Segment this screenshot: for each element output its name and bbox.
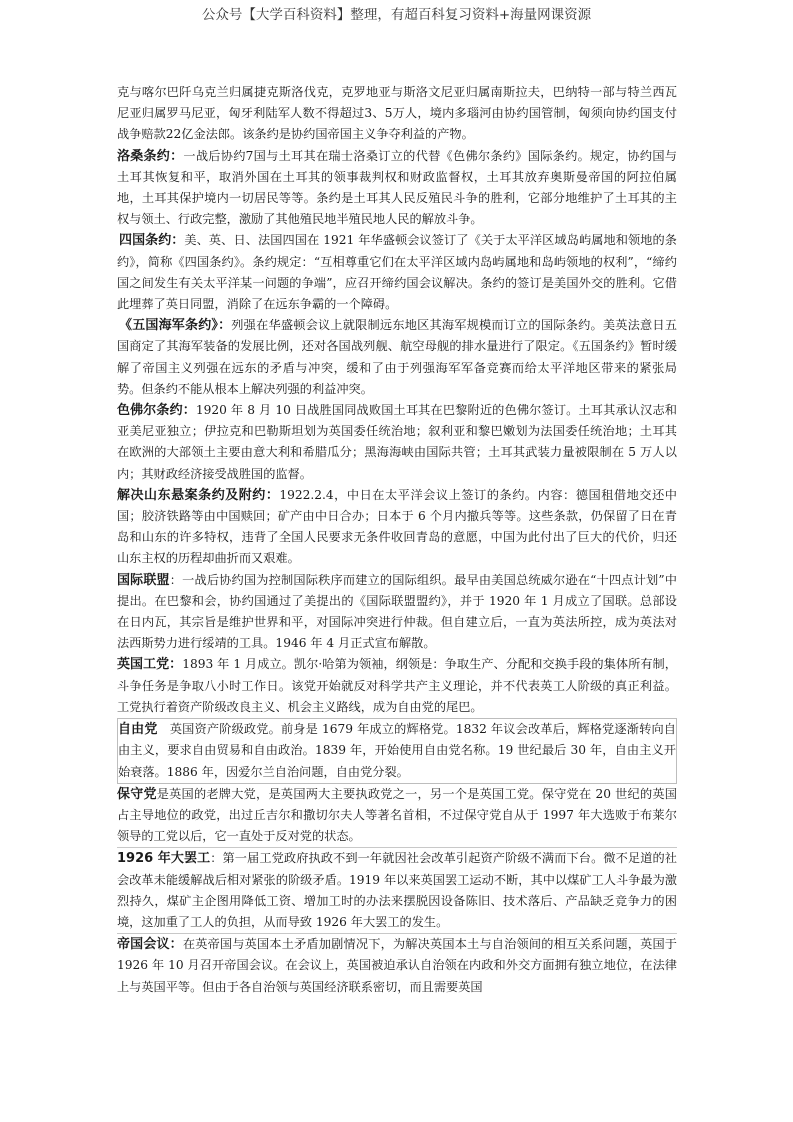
term-general-strike: 1926 年大罢工: [117, 851, 211, 867]
paragraph-league-of-nations: [117, 570, 677, 655]
term-labour: 英国工党：: [117, 657, 183, 673]
paragraph-text: 一战后协约7国与土耳其在瑞士洛桑订立的代替《色佛尔条约》国际条约。规定，协约国与土耳其恢复和平，取消外国在土耳其的领事裁判权和财政监督权，土耳其放弃奥斯曼帝国的阿拉伯属地，土耳其保护境内一切居民等等。条约是土耳其人民反殖民斗争的胜利，它部分地维护了土耳其的主权与领土、行政完整，激励了其他殖民地半殖民地人民的解放斗争。: [117, 148, 677, 227]
paragraph-text: ：一战后协约国为控制国际秩序而建立的国际组织。最早由美国总统威尔逊在“十四点计划”中提出。在巴黎和会，协约国通过了美提出的《国际联盟盟约》，并于 1920 年 1 月成立了国联。总部设在日内瓦，其宗旨是维护世界和平，对国际冲突进行仲裁。但自建立后，一直为英法所控，成为英法对法西斯势力进行绥靖的工具。1946 年 4 月正式宣布解散。: [117, 572, 677, 651]
paragraph-shandong-treaty: [117, 485, 677, 570]
paragraph-text: 列强在华盛顿会议上就限制远东地区其海军规模而订立的国际条约。美英法意日五国商定了其海军装备的发展比例，还对各国战列舰、航空母舰的排水量进行了限定。《五国条约》暂时缓解了帝国主义列强在远东的矛盾与冲突，缓和了由于列强海军军备竞赛而给太平洋地区带来的紧张局势。但条约不能从根本上解决列强的利益冲突。: [117, 318, 677, 396]
term-conservative: 保守党: [117, 786, 157, 802]
paragraph-four-power-treaty: [117, 230, 677, 315]
paragraph-text: 1922.2.4，中日在太平洋会议上签订的条约。内容：德国租借地交还中国；胶济铁路等由中国赎回；矿产由中日合办；日本于 6 个月内撤兵等等。这些条款，仍保留了日在青岛和山东的许多特权，违背了全国人民要求无条件收回青岛的意愿，中国为此付出了巨大的代价，归还山东主权的历程却曲折而又艰难。: [117, 487, 677, 566]
paragraph-general-strike: [117, 848, 677, 933]
paragraph-labour-party: [117, 654, 677, 718]
document-body: [117, 82, 677, 998]
paragraph-text: 美、英、日、法国四国在 1921 年华盛顿会议签订了《关于太平洋区域岛屿属地和领地的条约》，简称《四国条约》。条约规定：“互相尊重它们在太平洋区域内岛屿属地和岛屿领地的权利”，“缔约国之间发生有关太平洋某一问题的争端”，应召开缔约国会议解决。条约的签订是美国外交的胜利。它借此埋葬了英日同盟，消除了在远东争霸的一个障碍。: [117, 233, 677, 312]
term-lausanne: 洛桑条约：: [117, 148, 184, 164]
paragraph-text: 在英帝国与英国本土矛盾加剧情况下，为解决英国本土与自治领间的相互关系问题，英国于 1926 年 10 月召开帝国会议。在会议上，英国被迫承认自治领在内政和外交方面拥有独立地位，在法律上与英国平等。但由于各自治领与英国经济联系密切，而且需要英国: [117, 937, 677, 994]
paragraph-sevres-treaty: [117, 400, 677, 485]
term-liberal: 自由党: [118, 722, 158, 738]
paragraph-conservative-party: [117, 784, 677, 848]
term-imperial-conference: 帝国会议：: [117, 937, 183, 953]
paragraph-text: 1893 年 1 月成立。凯尔·哈第为领袖，纲领是：争取生产、分配和交换手段的集体所有制，斗争任务是争取八小时工作日。该党开始就反对科学共产主义理论，并不代表英工人阶级的真正利益。工党执行着资产阶级改良主义、机会主义路线，成为自由党的尾巴。: [117, 657, 677, 714]
paragraph-liberal-party: [118, 719, 676, 783]
term-shandong: 解决山东悬案条约及附约：: [117, 487, 280, 503]
paragraph-text: 1920 年 8 月 10 日战胜国同战败国土耳其在巴黎附近的色佛尔签订。土耳其承认汉志和亚美尼亚独立；伊拉克和巴勒斯坦划为英国委任统治地；叙利亚和黎巴嫩划为法国委任统治地；土耳其在欧洲的大部领土主要由意大利和希腊瓜分；黑海海峡由国际共管；土耳其武装力量被限制在 5 万人以内；其财政经济接受战胜国的监督。: [117, 403, 677, 481]
term-four-power: 四国条约：: [119, 233, 185, 249]
paragraph-five-power-treaty: [117, 315, 677, 400]
paragraph-lausanne-treaty: [117, 146, 677, 231]
paragraph-text: 是英国的老牌大党，是英国两大主要执政党之一，另一个是英国工党。保守党在 20 世纪的英国占主导地位的政党，出过丘吉尔和撒切尔夫人等著名首相，不过保守党自从于 1997 年大选败于布莱尔领导的工党以后，它一直处于反对党的状态。: [117, 786, 677, 844]
term-league: 国际联盟: [117, 572, 170, 588]
paragraph-imperial-conference: [117, 934, 677, 998]
paragraph-hungary-treaty: [117, 82, 677, 146]
page-header: 公众号【大学百科资料】整理，有超百科复习资料+海量网课资源: [201, 7, 592, 23]
paragraph-text: 英国资产阶级政党。前身是 1679 年成立的辉格党。1832 年议会改革后，辉格党逐渐转向自由主义，要求自由贸易和自由政治。1839 年，开始使用自由党名称。19 世纪最后 30 年，自由主义开始衰落。1886 年，因爱尔兰自治问题，自由党分裂。: [118, 722, 676, 779]
liberal-party-box: [117, 718, 677, 784]
paragraph-text: ：第一届工党政府执政不到一年就因社会改革引起资产阶级不满而下台。微不足道的社会改革未能缓解战后相对紧张的阶级矛盾。1919 年以来英国罢工运动不断，其中以煤矿工人斗争最为激烈持久，煤矿主企图用降低工资、增加工时的办法来摆脱因设备陈旧、技术落后、产品缺乏竞争力的困境，这加重了工人的负担，从而导致 1926 年大罢工的发生。: [117, 851, 677, 929]
term-sevres: 色佛尔条约：: [117, 403, 196, 419]
paragraph-text: 克与喀尔巴阡乌克兰归属捷克斯洛伐克，克罗地亚与斯洛文尼亚归属南斯拉夫，巴纳特一部与特兰西瓦尼亚归属罗马尼亚，匈牙利陆军人数不得超过3、5万人，境内多瑙河由协约国管制，匈须向协约国支付战争赔款22亿金法郎。该条约是协约国帝国主义争夺利益的产物。: [117, 85, 677, 142]
term-five-power: 《五国海军条约》：: [119, 318, 232, 334]
